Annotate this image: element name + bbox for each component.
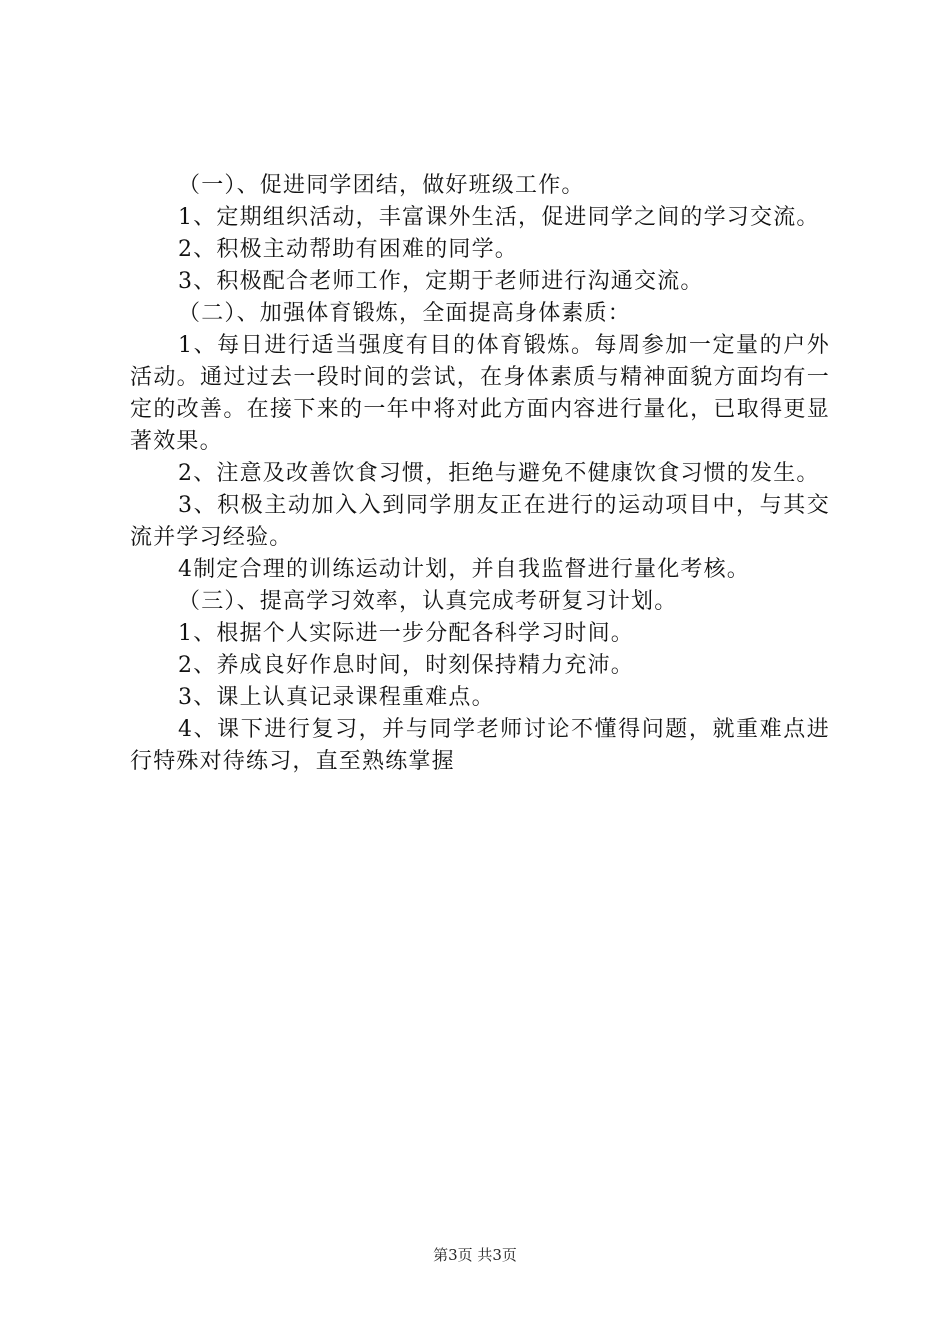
list-item: 3、课上认真记录课程重难点。 bbox=[178, 685, 495, 710]
list-item: 1、根据个人实际进一步分配各科学习时间。 bbox=[178, 621, 634, 646]
list-item: 4制定合理的训练运动计划，并自我监督进行量化考核。 bbox=[178, 557, 750, 582]
list-item: 2、注意及改善饮食习惯，拒绝与避免不健康饮食习惯的发生。 bbox=[178, 461, 820, 486]
list-item: 1、每日进行适当强度有目的体育锻炼。每周参加一定量的户外活动。通过过去一段时间的尝试，在身体素质与精神面貌方面均有一定的改善。在接下来的一年中将对此方面内容进行量化，已取得更显著效果。 bbox=[130, 333, 830, 454]
section-heading-2: （二）、加强体育锻炼，全面提高身体素质： bbox=[178, 301, 632, 326]
list-item: 2、养成良好作息时间，时刻保持精力充沛。 bbox=[178, 653, 634, 678]
list-item: 2、积极主动帮助有困难的同学。 bbox=[178, 237, 518, 262]
page-number-footer: 第3页 共3页 bbox=[433, 1246, 517, 1264]
list-item: 3、积极主动加入入到同学朋友正在进行的运动项目中，与其交流并学习经验。 bbox=[130, 493, 830, 550]
document-body bbox=[130, 170, 830, 778]
list-item: 1、定期组织活动，丰富课外生活，促进同学之间的学习交流。 bbox=[178, 205, 820, 230]
section-heading-3: （三）、提高学习效率，认真完成考研复习计划。 bbox=[178, 589, 678, 614]
list-item: 4、课下进行复习，并与同学老师讨论不懂得问题，就重难点进行特殊对待练习，直至熟练掌握 bbox=[130, 717, 830, 774]
list-item: 3、积极配合老师工作，定期于老师进行沟通交流。 bbox=[178, 269, 704, 294]
section-heading-1: （一）、促进同学团结，做好班级工作。 bbox=[178, 173, 585, 198]
